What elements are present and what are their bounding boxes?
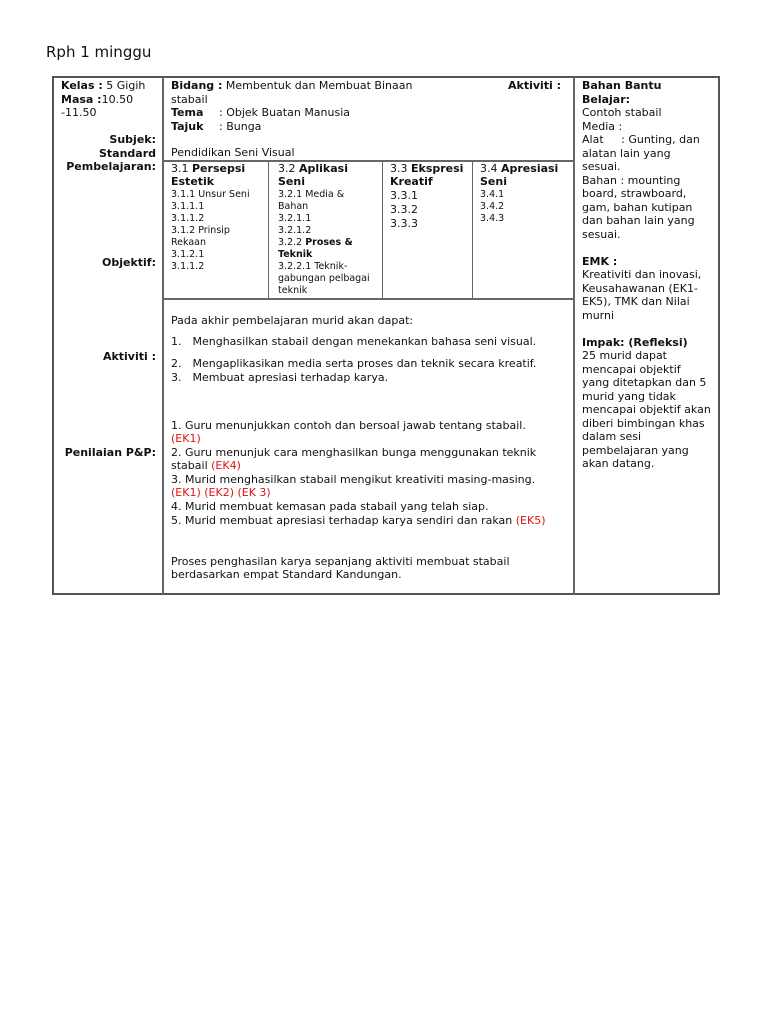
emk-line: Kreativiti dan inovasi, — [582, 268, 702, 281]
standard-item: 3.2.1.2 — [278, 225, 312, 236]
bahan-line: Bahan : mounting — [582, 174, 681, 187]
standard-title-2: Kreatif — [390, 175, 433, 188]
bahan-line: board, strawboard, — [582, 187, 687, 200]
standard-subheading-2: Teknik — [278, 249, 313, 260]
impak-line: murid yang tidak — [582, 390, 676, 403]
emk-line: murni — [582, 309, 615, 322]
aktiviti-line: 4. Murid membuat kemasan pada stabail yang telah siap. — [171, 500, 489, 513]
objektif-item: 3. Membuat apresiasi terhadap karya. — [171, 371, 389, 384]
kelas-row — [61, 79, 145, 93]
standard-item: Rekaan — [171, 237, 207, 248]
penilaian-label: Penilaian P&P: — [64, 446, 156, 459]
standard-item: 3.3.1 — [390, 189, 418, 202]
bahan-title: Bahan Bantu — [582, 79, 662, 92]
masa-row — [61, 93, 133, 107]
standard-item: Bahan — [278, 201, 309, 212]
emk-line: Keusahawanan (EK1- — [582, 282, 698, 295]
objektif-item: 2. Mengaplikasikan media serta proses dan teknik secara kreatif. — [171, 357, 537, 370]
bahan-line: alatan lain yang — [582, 147, 671, 160]
standard-item: 3.2.1 Media & — [278, 189, 345, 200]
standard-title-2: Estetik — [171, 175, 215, 188]
impak-line: mencapai objektif akan — [582, 403, 711, 416]
standard-item: 3.4.3 — [480, 213, 505, 224]
standard-item: 3.1.1.1 — [171, 201, 205, 212]
pembelajaran-label: Pembelajaran: — [66, 160, 156, 173]
aktiviti-line: stabail (EK4) — [171, 459, 241, 472]
impak-line: pembelajaran yang — [582, 444, 689, 457]
standard-item: gabungan pelbagai — [278, 273, 370, 284]
emk-line: EK5), TMK dan Nilai — [582, 295, 690, 308]
bidang-label: Bidang : — [171, 79, 223, 92]
standard-subheading: 3.2.2 Proses & — [278, 237, 353, 248]
penilaian-line: berdasarkan empat Standard Kandungan. — [171, 568, 402, 581]
standard-item: 3.4.2 — [480, 201, 505, 212]
bahan-line: Alat : Gunting, dan — [582, 133, 700, 146]
impak-line: yang ditetapkan dan 5 — [582, 376, 707, 389]
aktiviti-line: 5. Murid membuat apresiasi terhadap karya sendiri dan rakan (EK5) — [171, 514, 546, 527]
column-divider — [573, 77, 575, 594]
masa-value: 10.50 — [101, 93, 134, 106]
impak-line: diberi bimbingan khas — [582, 417, 705, 430]
aktiviti-line: 1. Guru menunjukkan contoh dan bersoal jawab tentang stabail. — [171, 419, 526, 432]
kelas-value: 5 Gigih — [106, 79, 146, 92]
ek-tag: (EK1) — [171, 432, 201, 445]
standards-divider — [472, 161, 473, 299]
impak-line: dalam sesi — [582, 430, 642, 443]
masa-value-end: -11.50 — [61, 106, 97, 119]
tajuk-value: : Bunga — [219, 120, 262, 133]
impak-line: akan datang. — [582, 457, 655, 470]
emk-title: EMK : — [582, 255, 618, 268]
tajuk-label: Tajuk — [171, 120, 204, 133]
objektif-item: 1. Menghasilkan stabail dengan menekankan bahasa seni visual. — [171, 335, 537, 348]
document-title: Rph 1 minggu — [46, 43, 152, 61]
bahan-line: Contoh stabail — [582, 106, 662, 119]
tema-value: : Objek Buatan Manusia — [219, 106, 351, 119]
standards-divider — [268, 161, 269, 299]
tema-label: Tema — [171, 106, 204, 119]
bahan-line: Media : — [582, 120, 623, 133]
standard-title: 3.2 Aplikasi — [278, 162, 348, 175]
impak-title: Impak: (Refleksi) — [582, 336, 688, 349]
aktiviti-line: 2. Guru menunjuk cara menghasilkan bunga menggunakan teknik — [171, 446, 537, 459]
bahan-line: sesuai. — [582, 228, 621, 241]
objektif-label: Objektif: — [102, 256, 156, 269]
standard-label: Standard — [98, 147, 156, 160]
subject-name: Pendidikan Seni Visual — [171, 146, 295, 159]
aktiviti-header-label: Aktiviti : — [508, 79, 562, 92]
tema-row — [171, 106, 350, 120]
standard-title-2: Seni — [278, 175, 305, 188]
aktiviti-label: Aktiviti : — [102, 350, 156, 363]
kelas-label: Kelas : — [61, 79, 103, 92]
standard-item: 3.2.2.1 Teknik- — [278, 261, 348, 272]
aktiviti-line: 3. Murid menghasilkan stabail mengikut kreativiti masing-masing. — [171, 473, 536, 486]
standard-title: 3.1 Persepsi — [171, 162, 246, 175]
bahan-line: gam, bahan kutipan — [582, 201, 693, 214]
objektif-intro: Pada akhir pembelajaran murid akan dapat: — [171, 314, 414, 327]
bahan-line: sesuai. — [582, 160, 621, 173]
ek-tag: (EK5) — [515, 514, 546, 527]
bidang-value-cont: stabail — [171, 93, 208, 106]
bidang-value: Membentuk dan Membuat Binaan — [225, 79, 413, 92]
tajuk-row — [171, 120, 261, 134]
penilaian-line: Proses penghasilan karya sepanjang aktiviti membuat stabail — [171, 555, 510, 568]
column-divider — [162, 77, 164, 594]
ek-tag: (EK4) — [211, 459, 241, 472]
standard-item: 3.1.2.1 — [171, 249, 205, 260]
impak-line: 25 murid dapat — [582, 349, 667, 362]
standard-title: 3.4 Apresiasi — [480, 162, 559, 175]
standard-item: 3.1.1.2 — [171, 261, 205, 272]
standard-item: 3.2.1.1 — [278, 213, 312, 224]
bidang-row — [171, 79, 412, 93]
standard-item: 3.4.1 — [480, 189, 505, 200]
standards-divider — [382, 161, 383, 299]
bahan-title-2: Belajar: — [582, 93, 631, 106]
subjek-label: Subjek: — [109, 133, 156, 146]
ek-tag: (EK1) (EK2) (EK 3) — [171, 486, 271, 499]
standard-title: 3.3 Ekspresi — [390, 162, 464, 175]
standard-item: 3.1.1 Unsur Seni — [171, 189, 250, 200]
bahan-line: dan bahan lain yang — [582, 214, 695, 227]
standard-item: 3.1.2 Prinsip — [171, 225, 230, 236]
standard-item: teknik — [278, 285, 308, 296]
impak-line: mencapai objektif — [582, 363, 681, 376]
standard-item: 3.3.2 — [390, 203, 418, 216]
standard-title-2: Seni — [480, 175, 507, 188]
standard-item: 3.1.1.2 — [171, 213, 205, 224]
masa-label: Masa : — [61, 93, 102, 106]
standard-item: 3.3.3 — [390, 217, 418, 230]
row-divider — [163, 298, 574, 300]
